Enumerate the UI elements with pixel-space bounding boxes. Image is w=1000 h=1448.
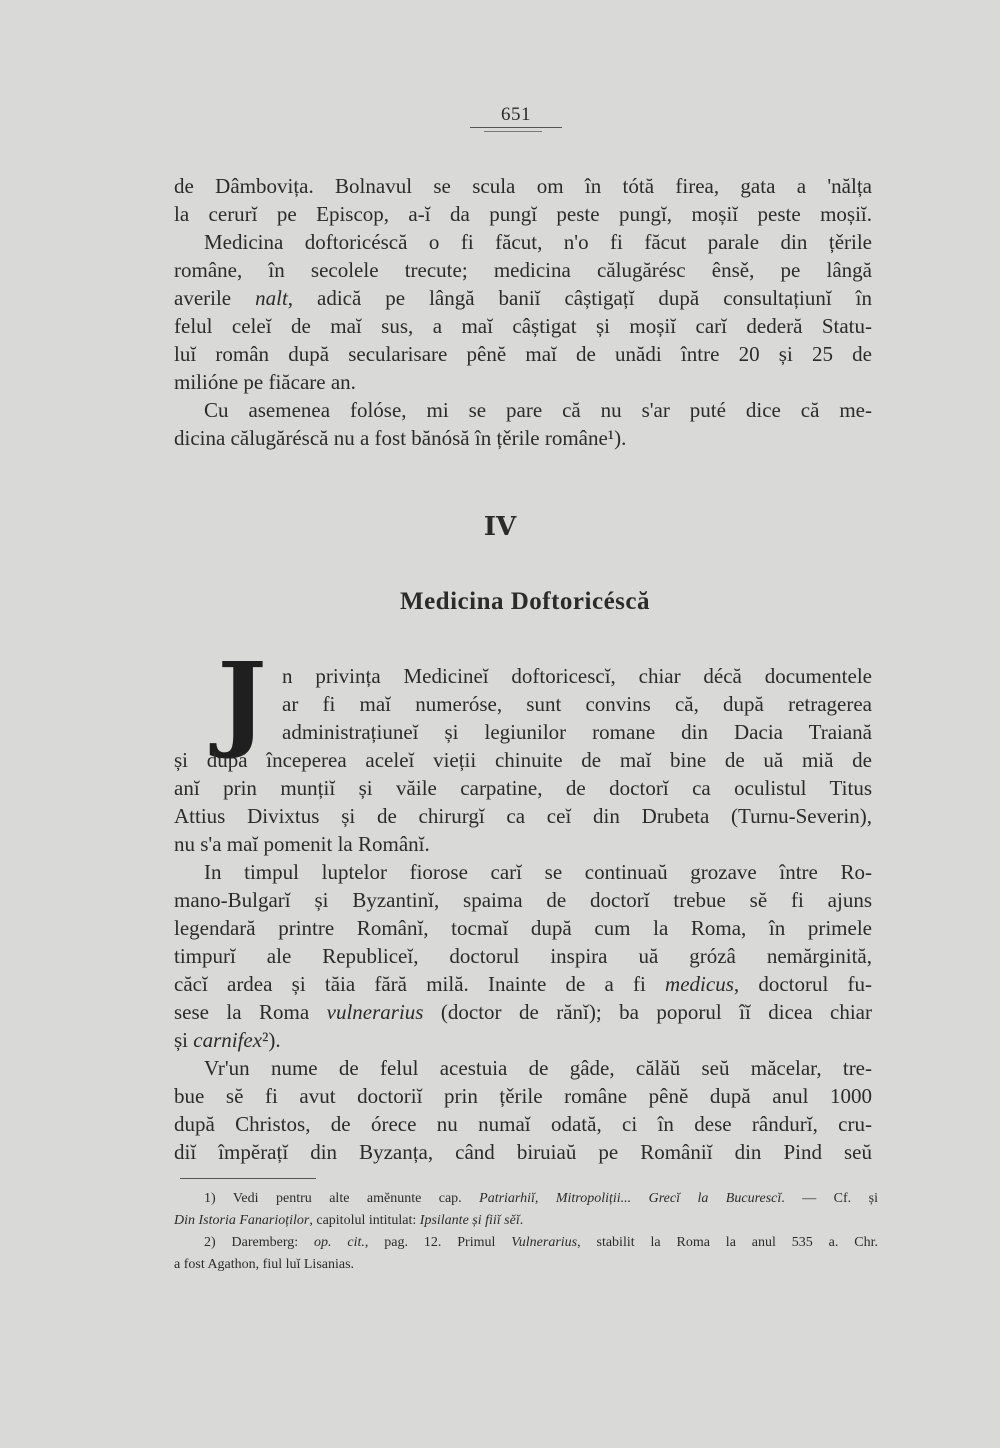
text-line: române, în secolele trecute; medicina călugărésc ênsě, pe lângă [174, 258, 872, 282]
drop-cap: J [217, 639, 267, 762]
text-line: la cerurĭ pe Episcop, a-ĭ da pungĭ peste pungĭ, moșiĭ peste moșiĭ. [174, 202, 872, 226]
text-line: mano-Bulgarĭ și Byzantinĭ, spaima de doctorĭ trebue sĕ fi ajuns [174, 888, 872, 912]
text-line: diĭ împĕrațĭ din Byzanța, când biruiaŭ pe Româniĭ din Pind seŭ [174, 1140, 872, 1164]
text-line: după Christos, de órece nu numaĭ odată, ci în dese rândurĭ, cru- [174, 1112, 872, 1136]
text-line: administrațiuneĭ și legiunilor romane din Dacia Traiană [282, 720, 872, 744]
text-line: Cu asemenea folóse, mi se pare că nu s'ar puté dice că me- [204, 398, 872, 422]
text-line: In timpul luptelor fiorose carĭ se continuaŭ grozave între Ro- [204, 860, 872, 884]
text-line: luĭ român după secularisare pênĕ maĭ de unădi între 20 și 25 de [174, 342, 872, 366]
footnote-line: 2) Daremberg: op. cit., pag. 12. Primul Vulnerarius, stabilit la Roma la anul 535 a. Chr. [204, 1235, 878, 1250]
text-line: Attius Divixtus și de chirurgĭ ca ceĭ din Drubeta (Turnu-Severin), [174, 804, 872, 828]
text-line: ar fi maĭ numeróse, sunt convins că, după retragerea [282, 692, 872, 716]
text-line: averile nalt, adică pe lângă baniĭ câștigațĭ după consultațiunĭ în [174, 286, 873, 310]
text-line: și carnifex²). [174, 1028, 281, 1052]
text-line: de Dâmbovița. Bolnavul se scula om în tótă firea, gata a 'nălța [174, 174, 872, 198]
text-line: căcĭ ardea și tăia fără milă. Inainte de a fi medicus, doctorul fu- [174, 972, 872, 996]
footnote-line: 1) Vedi pentru alte amĕnunte cap. Patriarhiĭ, Mitropoliții... Grecĭ la Bucurescĭ. — Cf. și [204, 1191, 878, 1206]
text-line: Medicina doftoricéscă o fi făcut, n'o fi făcut parale din țěrile [204, 230, 872, 254]
text-line: timpurĭ ale Republiceĭ, doctorul inspira uă grózâ nemărginită, [174, 944, 872, 968]
section-title: Medicina Doftoricéscă [399, 588, 650, 615]
text-line: dicina călugăréscă nu a fost bănósă în țěrile române¹). [174, 426, 627, 450]
text-line: legendară printre Românĭ, tocmaĭ după cum la Roma, în primele [174, 916, 872, 940]
text-line: felul celeĭ de maĭ sus, a maĭ câștigat și moșiĭ carĭ dederă Statu- [174, 314, 872, 338]
text-line: n privința Medicineĭ doftoricescĭ, chiar décă documentele [282, 664, 872, 688]
text-line: sese la Roma vulnerarius (doctor de rănĭ); ba poporul îĭ dicea chiar [174, 1000, 872, 1024]
footnote-rule [180, 1178, 316, 1179]
page-number-rule-short [484, 131, 542, 132]
text-line: și după începerea aceleĭ vieții chinuite de maĭ bine de uă miă de [174, 748, 872, 772]
text-line: Vr'un nume de felul acestuia de gâde, călăŭ seŭ măcelar, tre- [204, 1056, 872, 1080]
text-line: milióne pe fiăcare an. [174, 370, 356, 394]
page-number-rule [470, 127, 562, 128]
page-number: 651 [501, 104, 531, 125]
text-line: bue sĕ fi avut doctoriĭ prin țěrile române pênĕ după anul 1000 [174, 1084, 872, 1108]
text-line: nu s'a maĭ pomenit la Românĭ. [174, 832, 430, 856]
footnote-line: a fost Agathon, fiul luĭ Lisanias. [174, 1257, 355, 1272]
footnote-line: Din Istoria Fanarioților, capitolul intitulat: Ipsilante și fiiĭ sĕĭ. [174, 1213, 524, 1228]
text-line: anĭ prin munțiĭ și văile carpatine, de doctorĭ ca oculistul Titus [174, 776, 872, 800]
section-number: IV [483, 512, 517, 542]
